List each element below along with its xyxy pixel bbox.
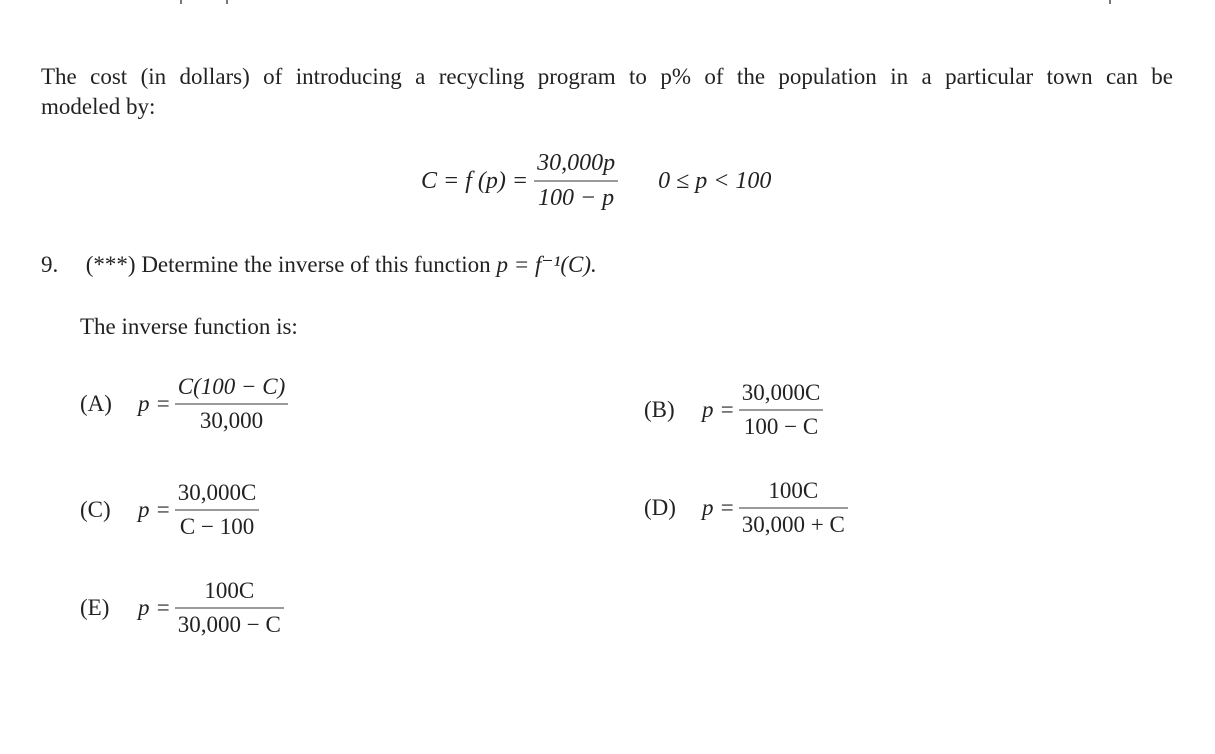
option-numerator: 30,000C: [741, 380, 821, 405]
option-d[interactable]: [644, 478, 848, 538]
formula-domain: 0 ≤ p < 100: [658, 167, 772, 194]
answer-prompt: The inverse function is:: [80, 314, 298, 339]
option-lhs: p =: [702, 495, 735, 520]
option-letter: (E): [80, 595, 110, 620]
option-denominator: 30,000 − C: [177, 612, 281, 637]
question-expression: p = f⁻¹(C).: [496, 252, 597, 277]
question-number: 9.: [41, 252, 59, 277]
intro-line-1: The cost (in dollars) of introducing a recycling program to p% of the population in a particular town can be: [41, 64, 1173, 89]
option-denominator: 100 − C: [743, 414, 819, 439]
option-lhs: p =: [138, 391, 171, 416]
cost-formula: [421, 150, 771, 212]
formula-denominator: 100 − p: [537, 185, 615, 211]
option-letter: (A): [80, 391, 112, 416]
option-numerator: 100C: [768, 478, 819, 503]
option-fraction: [175, 480, 260, 540]
option-letter: (D): [644, 495, 676, 520]
option-numerator: C(100 − C): [177, 374, 286, 399]
option-denominator: 30,000 + C: [741, 512, 845, 537]
formula-numerator: 30,000p: [537, 150, 616, 176]
option-c[interactable]: [80, 480, 259, 540]
option-numerator: 100C: [204, 578, 255, 603]
formula-fraction: [534, 150, 618, 212]
option-b[interactable]: [644, 380, 823, 440]
option-a[interactable]: [80, 374, 288, 434]
intro-line-2: modeled by:: [41, 94, 156, 119]
question-text: (***) Determine the inverse of this function: [85, 252, 491, 277]
option-fraction: [739, 478, 848, 538]
option-denominator: C − 100: [179, 514, 255, 539]
option-lhs: p =: [138, 595, 171, 620]
formula-lhs: C = f (p) =: [421, 167, 529, 194]
option-fraction: [175, 578, 284, 638]
option-numerator: 30,000C: [177, 480, 257, 505]
option-fraction: [739, 380, 824, 440]
option-e[interactable]: [80, 578, 284, 638]
option-letter: (C): [80, 497, 111, 522]
option-letter: (B): [644, 397, 675, 422]
problem-intro: [41, 62, 1173, 122]
cropped-previous-line: [0, 0, 1215, 6]
option-fraction: [175, 374, 289, 434]
option-lhs: p =: [702, 397, 735, 422]
option-lhs: p =: [138, 497, 171, 522]
option-denominator: 30,000: [199, 408, 264, 433]
question-9: [41, 252, 597, 278]
